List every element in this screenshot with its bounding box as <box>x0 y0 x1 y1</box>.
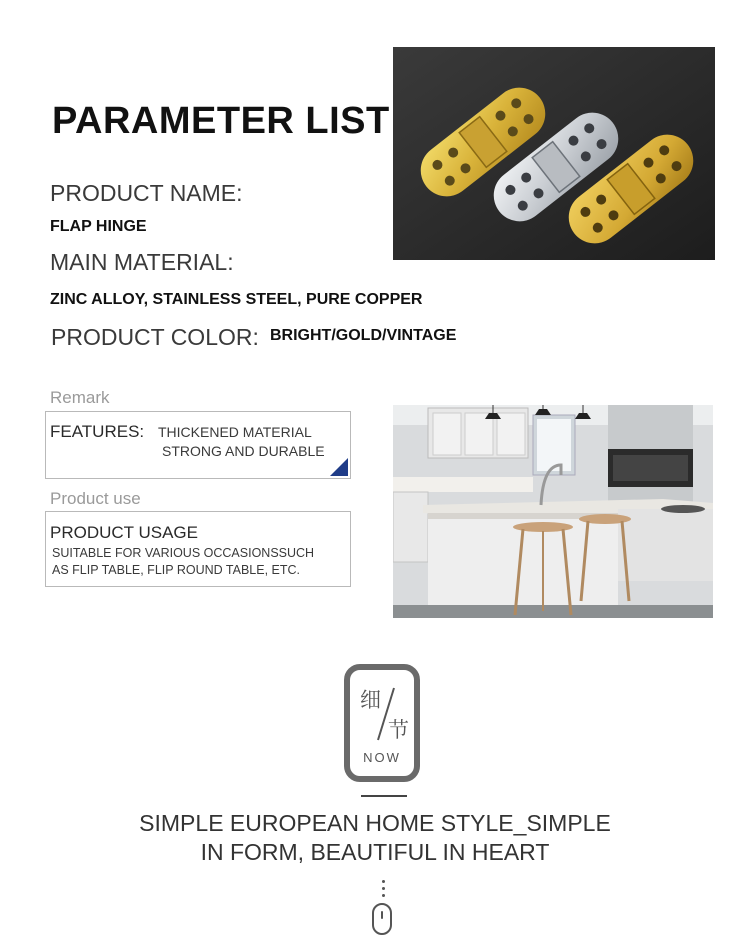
usage-title: PRODUCT USAGE <box>50 523 198 542</box>
badge-now-text: NOW <box>363 750 401 765</box>
badge-char-1: 细 <box>360 689 381 712</box>
features-line-2: STRONG AND DURABLE <box>162 443 325 459</box>
scroll-dot-2 <box>382 887 385 890</box>
usage-line-1: SUITABLE FOR VARIOUS OCCASIONSSUCH <box>52 546 315 560</box>
kitchen-scene-photo <box>393 405 713 618</box>
scroll-dot-1 <box>382 880 385 883</box>
product-name-label: PRODUCT NAME: <box>50 180 243 206</box>
scroll-dot-3 <box>382 894 385 897</box>
badge-slash-icon <box>374 686 398 742</box>
features-box <box>45 411 351 479</box>
corner-triangle-icon <box>330 458 348 476</box>
slogan-line-1: SIMPLE EUROPEAN HOME STYLE_SIMPLE <box>139 810 611 836</box>
kitchen-photo-graphic <box>393 405 713 618</box>
product-use-label: Product use <box>50 489 141 508</box>
usage-line-2: AS FLIP TABLE, FLIP ROUND TABLE, ETC. <box>52 563 300 577</box>
scroll-mouse-icon <box>372 903 392 935</box>
remark-label: Remark <box>50 388 110 407</box>
divider <box>361 795 407 797</box>
page-title: PARAMETER LIST <box>52 100 390 142</box>
product-color-value: BRIGHT/GOLD/VINTAGE <box>270 327 457 344</box>
hinge-product-photo <box>393 47 715 260</box>
mouse-wheel <box>381 911 383 919</box>
usage-box <box>45 511 351 587</box>
product-name-value: FLAP HINGE <box>50 218 147 235</box>
badge-char-2: 节 <box>388 719 409 742</box>
slogan-line-2: IN FORM, BEAUTIFUL IN HEART <box>200 839 550 865</box>
features-title: FEATURES: <box>50 422 145 441</box>
product-color-label: PRODUCT COLOR: <box>51 324 259 350</box>
main-material-value: ZINC ALLOY, STAINLESS STEEL, PURE COPPER <box>50 291 423 308</box>
hinge-photo-graphic <box>393 47 715 260</box>
details-now-badge <box>344 664 420 782</box>
main-material-label: MAIN MATERIAL: <box>50 249 234 275</box>
features-line-1: THICKENED MATERIAL <box>158 424 312 440</box>
